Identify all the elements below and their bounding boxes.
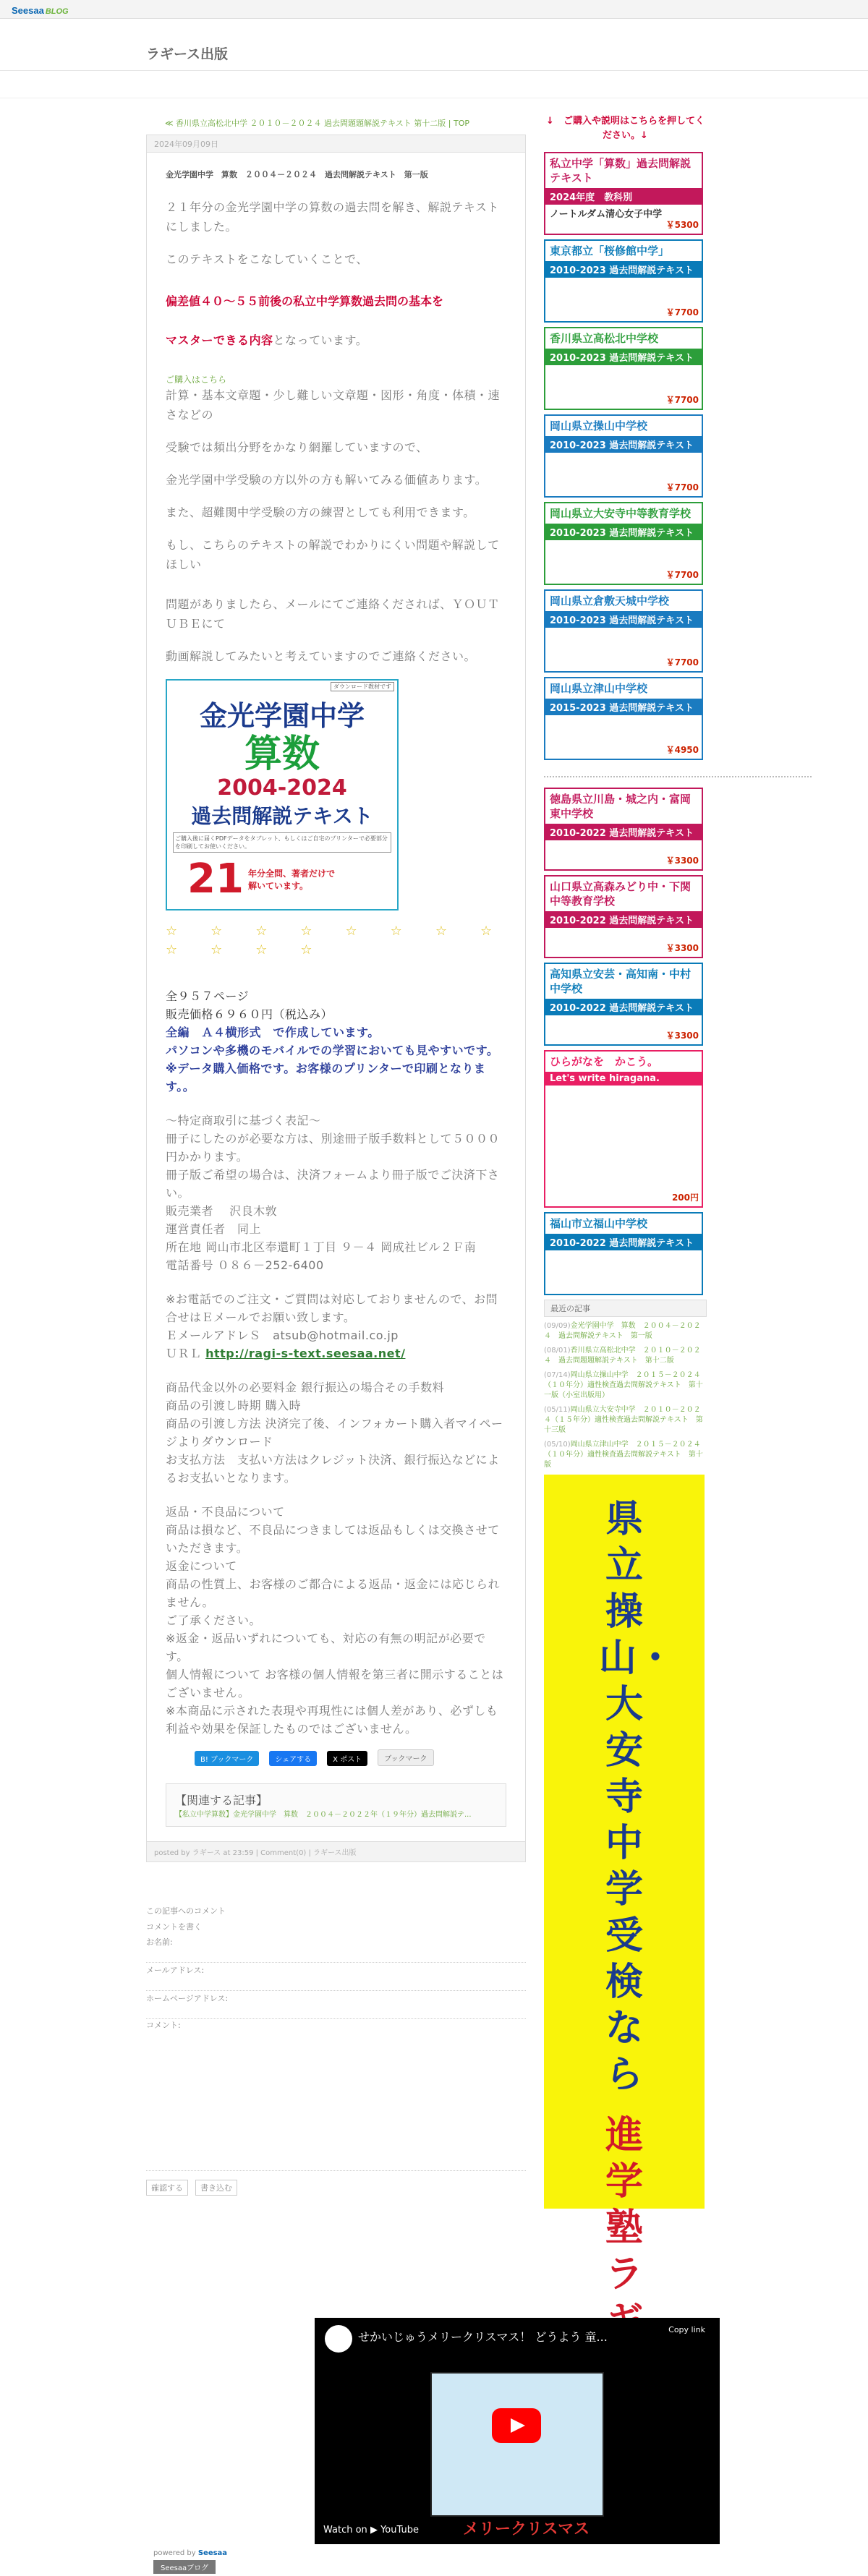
banner-title: 福山市立福山中学校 bbox=[550, 1217, 648, 1230]
para: となっています。 bbox=[273, 333, 368, 347]
banner-title: 東京都立「桜修館中学」 bbox=[550, 244, 670, 257]
buy-link[interactable]: ご購入はこちら bbox=[166, 375, 227, 385]
sidebar-banner[interactable] bbox=[544, 589, 703, 673]
share-buttons bbox=[195, 1749, 506, 1766]
banner-subtitle: 2010-2022 過去問解説テキスト bbox=[545, 999, 702, 1015]
cover-kind: 過去問解説テキスト bbox=[191, 804, 373, 828]
banner-price: ￥3300 bbox=[665, 943, 699, 953]
info: 商品の引渡し時期 購入時 bbox=[166, 1399, 302, 1412]
para: 計算・基本文章題・少し難しい文章題・図形・角度・体積・速さなどの bbox=[166, 388, 501, 422]
highlight-text: 偏差値４０～５５前後の私立中学算数過去問の基本を bbox=[166, 294, 444, 308]
banner-subtitle: 2010-2023 過去問解説テキスト bbox=[545, 436, 702, 453]
banner-subtitle: 2010-2022 過去問解説テキスト bbox=[545, 824, 702, 840]
blog-header bbox=[0, 19, 868, 71]
info: ※返金・返品いずれについても、対応の有無の明記が必要です。 bbox=[166, 1632, 486, 1663]
product-cover-image[interactable] bbox=[166, 679, 399, 910]
cover-note: ご購入後に届くPDFデータをタブレット、もしくはご自宅のプリンターで必要部分を印刷してお使いください。 bbox=[173, 832, 391, 853]
recent-title[interactable]: 岡山県立操山中学 ２０１５－２０２４（１０年分）適性検査過去問解説テキスト 第十一版（小室出版用） bbox=[544, 1371, 703, 1399]
main-column bbox=[146, 108, 526, 2196]
para: 動画解説してみたいと考えていますのでご連絡ください。 bbox=[166, 649, 477, 663]
sidebar-banner[interactable] bbox=[544, 677, 703, 760]
info: 冊子版ご希望の場合は、決済フォームより冊子版でご決済下さい。 bbox=[166, 1168, 500, 1200]
recent-item[interactable] bbox=[544, 1370, 707, 1401]
info: 返品・不良品について bbox=[166, 1505, 285, 1519]
top-bar bbox=[0, 0, 868, 19]
email-field[interactable]: メールアドレス: bbox=[146, 1963, 526, 1991]
banner-price: ￥7700 bbox=[665, 657, 699, 668]
info: ございません。 bbox=[166, 1686, 250, 1699]
seesaa-blog-button[interactable]: Seesaaブログ bbox=[153, 2560, 216, 2574]
info: 電話番号 ０８６－252-6400 bbox=[166, 1258, 324, 1272]
sidebar-banner[interactable] bbox=[544, 414, 703, 498]
info: 全９５７ページ bbox=[166, 989, 250, 1003]
banner-title: ひらがなを かこう。 bbox=[550, 1055, 659, 1068]
cover-school: 金光学園中学 bbox=[199, 700, 365, 732]
entry-nav[interactable]: ≪ 香川県立高松北中学 ２０１０－２０２４ 過去問題題解説テキスト 第十二版 | TOP bbox=[165, 119, 469, 128]
recent-date: (08/01) bbox=[544, 1347, 571, 1355]
highlight-text: マスターできる内容 bbox=[166, 333, 273, 347]
url-label: ＵＲＬ bbox=[166, 1347, 202, 1360]
info: 所在地 岡山市北区奉還町１丁目 ９－４ 岡成社ビル２Ｆ南 bbox=[166, 1240, 477, 1254]
homepage-field[interactable]: ホームページアドレス: bbox=[146, 1991, 526, 2019]
sidebar-banner[interactable] bbox=[544, 1212, 703, 1295]
info: 返金について bbox=[166, 1559, 237, 1573]
video-caption: メリークリスマス bbox=[463, 2520, 590, 2538]
entry-footer: posted by ラギース at 23:59 | Comment(0) | ラギース出版 bbox=[147, 1841, 525, 1861]
confirm-button[interactable]: 確認する bbox=[146, 2180, 188, 2196]
recent-item[interactable] bbox=[544, 1346, 707, 1366]
banner-price: ￥3300 bbox=[665, 1031, 699, 1041]
banner-list bbox=[544, 152, 707, 1295]
sidebar-banner[interactable] bbox=[544, 239, 703, 323]
info: 販売業者 沢良木敦 bbox=[166, 1204, 278, 1218]
video-thumbnail bbox=[430, 2372, 604, 2517]
banner-price: ￥7700 bbox=[665, 395, 699, 405]
seesaa-logo[interactable]: Seesaa BLOG bbox=[12, 5, 69, 16]
para: 金光学園中学受験の方以外の方も解いてみる価値あります。 bbox=[166, 473, 488, 487]
banner-subtitle: 2010-2023 過去問解説テキスト bbox=[545, 611, 702, 628]
header-strip bbox=[0, 71, 868, 98]
recent-date: (05/11) bbox=[544, 1406, 571, 1414]
banner-subtitle: 2010-2023 過去問解説テキスト bbox=[545, 261, 702, 278]
blog-title[interactable]: ラギース出版 bbox=[146, 46, 229, 62]
youtube-embed[interactable] bbox=[315, 2318, 720, 2544]
banner-title: 岡山県立倉敷天城中学校 bbox=[550, 594, 670, 607]
site-footer: powered by Seesaa Seesaaブログ bbox=[153, 2549, 228, 2572]
related-articles bbox=[166, 1783, 506, 1827]
recent-title[interactable]: 岡山県立大安寺中学 ２０１０－２０２４（１５年分）適性検査過去問解説テキスト 第十三版 bbox=[544, 1406, 703, 1434]
banner-title: 高知県立安芸・高知南・中村中学校 bbox=[550, 968, 692, 995]
recent-item[interactable] bbox=[544, 1321, 707, 1342]
recent-title[interactable]: 岡山県立津山中学 ２０１５－２０２４（１０年分）適性検査過去問解説テキスト 第十版 bbox=[544, 1441, 703, 1469]
banner-text: 県立操山・大安寺中学受検なら bbox=[599, 1498, 675, 2097]
info: 商品の引渡し方法 決済完了後、インフォカート購入者マイページよりダウンロード bbox=[166, 1417, 503, 1449]
recent-date: (07/14) bbox=[544, 1371, 571, 1379]
entry bbox=[146, 135, 526, 1862]
banner-price: ￥5300 bbox=[665, 220, 699, 230]
banner-price: ￥7700 bbox=[665, 570, 699, 580]
banner-title: 私立中学「算数」過去問解説テキスト bbox=[550, 157, 692, 184]
info: 販売価格６９６０円（税込み） bbox=[166, 1007, 333, 1021]
banner-subtitle: 2010-2023 過去問解説テキスト bbox=[545, 349, 702, 365]
sidebar-banner[interactable] bbox=[544, 963, 703, 1046]
banner-brand: 進学塾ラ bbox=[605, 2114, 643, 2296]
banner-title: 徳島県立川島・城之内・富岡東中学校 bbox=[550, 793, 692, 820]
para: 受験では頻出分野をかなり網羅していますので、 bbox=[166, 440, 428, 454]
info: 〜特定商取引に基づく表記〜 bbox=[166, 1114, 321, 1127]
para: また、超難関中学受験の方の練習としても利用できます。 bbox=[166, 506, 475, 519]
recent-date: (05/10) bbox=[544, 1441, 571, 1449]
recent-title[interactable]: 金光学園中学 算数 ２００４－２０２４ 過去問解説テキスト 第一版 bbox=[544, 1322, 701, 1340]
banner-price: ￥7700 bbox=[665, 482, 699, 492]
info: お支払方法 支払い方法はクレジット決済、銀行振込などによるお支払いとなります。 bbox=[166, 1453, 500, 1485]
info: 個人情報について お客様の個人情報を第三者に開示することは bbox=[166, 1668, 504, 1681]
play-icon[interactable] bbox=[492, 2408, 541, 2443]
download-tag: ダウンロード教材です bbox=[331, 682, 394, 691]
sidebar-banner[interactable] bbox=[544, 152, 703, 235]
banner-subtitle2: ノートルダム清心女子中学 bbox=[550, 209, 663, 220]
sidebar-note: ↓ ご購入や説明はこちらを押してください。↓ bbox=[546, 116, 705, 141]
banner-price: 200円 bbox=[671, 1193, 699, 1203]
para: 問題がありましたら、メールにてご連絡くだされば、ＹＯＵＴＵＢＥにて bbox=[166, 597, 500, 631]
banner-title: 岡山県立大安寺中等教育学校 bbox=[550, 507, 692, 520]
name-field[interactable]: お名前: bbox=[146, 1935, 526, 1963]
banner-title: 山口県立高森みどり中・下関中等教育学校 bbox=[550, 880, 692, 908]
banner-subtitle: 2010-2023 過去問解説テキスト bbox=[545, 524, 702, 540]
banner-title: 岡山県立操山中学校 bbox=[550, 419, 648, 432]
recent-date: (09/09) bbox=[544, 1322, 571, 1330]
comments-heading: この記事へのコメント bbox=[146, 1906, 226, 1916]
video-title[interactable]: せかいじゅうメリークリスマス！ どうよう 童... bbox=[358, 2330, 608, 2344]
recent-item[interactable] bbox=[544, 1440, 707, 1470]
watch-on-youtube: Watch on ▶ YouTube bbox=[323, 2525, 419, 2536]
entry-date: 2024年09月09日 bbox=[147, 135, 525, 153]
para: ２１年分の金光学園中学の算数の過去問を解き、解説テキストにしました。 bbox=[166, 200, 500, 234]
info: ※データ購入価格です。お客様のプリンターで印刷となります。。 bbox=[166, 1062, 486, 1093]
related-link[interactable]: 【私立中学算数】金光学園中学 算数 ２００４－２０２２年（１９年分）過去問解説テ... bbox=[175, 1811, 472, 1819]
sidebar-banner[interactable] bbox=[544, 502, 703, 585]
banner-subtitle: 2015-2023 過去問解説テキスト bbox=[545, 699, 702, 715]
facebook-share-button[interactable]: シェアする bbox=[269, 1751, 317, 1766]
entry-body bbox=[147, 153, 525, 1841]
hatena-bookmark-button[interactable]: B! ブックマーク bbox=[195, 1751, 259, 1766]
cover-number: 21 bbox=[187, 856, 244, 903]
recent-heading: 最近の記事 bbox=[544, 1300, 707, 1317]
seesaa-footer-logo[interactable]: Seesaa bbox=[197, 2549, 228, 2557]
banner-price: ￥3300 bbox=[665, 856, 699, 866]
info: 商品代金以外の必要料金 銀行振込の場合その手数料 bbox=[166, 1381, 445, 1394]
banner-price: ￥4950 bbox=[665, 745, 699, 755]
x-post-button[interactable]: X ポスト bbox=[327, 1751, 367, 1766]
cover-years: 2004-2024 bbox=[217, 775, 347, 801]
comment-form bbox=[146, 1903, 526, 2196]
sidebar-banner[interactable] bbox=[544, 875, 703, 958]
bookmark-button[interactable]: ブックマーク bbox=[378, 1749, 433, 1766]
info: 運営責任者 同上 bbox=[166, 1222, 262, 1236]
banner-subtitle: 2010-2022 過去問解説テキスト bbox=[545, 1234, 702, 1250]
info: 冊子にしたのが必要な方は、別途冊子版手数料として５０００円かかります。 bbox=[166, 1132, 501, 1164]
info: 商品は損など、不良品につきましては返品もしくは交換させていただきます。 bbox=[166, 1523, 500, 1555]
cram-school-banner[interactable] bbox=[544, 1475, 705, 2296]
banner-subtitle: 2024年度 教科別 bbox=[545, 188, 702, 205]
recent-list bbox=[544, 1321, 707, 1470]
info: 商品の性質上、お客様のご都合による返品・返金には応じられません。 bbox=[166, 1577, 501, 1609]
recent-title[interactable]: 香川県立高松北中学 ２０１０－２０２４ 過去問題題解説テキスト 第十二版 bbox=[544, 1347, 701, 1365]
info: パソコンや多機のモバイルでの学習においても見やすいです。 bbox=[166, 1044, 499, 1057]
info: ※お電話でのご注文・ご質問は対応しておりませんので、お問合せはＥメールでお願い致します。 bbox=[166, 1292, 498, 1324]
site-url-link[interactable]: http://ragi-s-text.seesaa.net/ bbox=[205, 1347, 406, 1360]
entry-title: 金光学園中学 算数 ２００４－２０２４ 過去問解説テキスト 第一版 bbox=[166, 170, 428, 179]
info: ※本商品に示された表現や再現性には個人差があり、必ずしも利益や効果を保証したものではございません。 bbox=[166, 1704, 498, 1736]
divider bbox=[544, 776, 812, 777]
banner-title: 香川県立高松北中学校 bbox=[550, 332, 659, 345]
banner-subtitle: 2010-2022 過去問解説テキスト bbox=[545, 911, 702, 928]
write-comment-heading: コメントを書く bbox=[146, 1922, 202, 1932]
sidebar-banner[interactable] bbox=[544, 788, 703, 871]
cover-subject: 算数 bbox=[244, 733, 320, 776]
sidebar-banner[interactable] bbox=[544, 1050, 703, 1208]
submit-button[interactable]: 書き込む bbox=[195, 2180, 237, 2196]
banner-subtitle: Let's write hiragana. bbox=[545, 1072, 702, 1086]
channel-avatar bbox=[325, 2325, 352, 2353]
copy-link-button[interactable]: Copy link bbox=[668, 2325, 705, 2334]
comment-textarea[interactable]: コメント: bbox=[146, 2019, 526, 2171]
sidebar bbox=[544, 108, 707, 2296]
banner-price: ￥7700 bbox=[665, 307, 699, 317]
info: ＥメールアドレＳ atsub@hotmail.co.jp bbox=[166, 1328, 399, 1342]
recent-item[interactable] bbox=[544, 1405, 707, 1436]
related-title: 【関連する記事】 bbox=[175, 1794, 268, 1807]
para: このテキストをこなしていくことで、 bbox=[166, 252, 368, 266]
info: ご了承ください。 bbox=[166, 1613, 262, 1627]
para: もし、こちらのテキストの解説でわかりにくい問題や解説してほしい bbox=[166, 538, 500, 571]
sidebar-banner[interactable] bbox=[544, 327, 703, 410]
star-divider: ☆ ☆ ☆ ☆ ☆ ☆ ☆ ☆ ☆ ☆ ☆ ☆ bbox=[166, 924, 526, 958]
banner-title: 岡山県立津山中学校 bbox=[550, 682, 648, 695]
cover-caption: 年分全問、著者だけで解いています。 bbox=[247, 868, 335, 891]
info: 全編 Ａ４横形式 で作成しています。 bbox=[166, 1025, 380, 1039]
